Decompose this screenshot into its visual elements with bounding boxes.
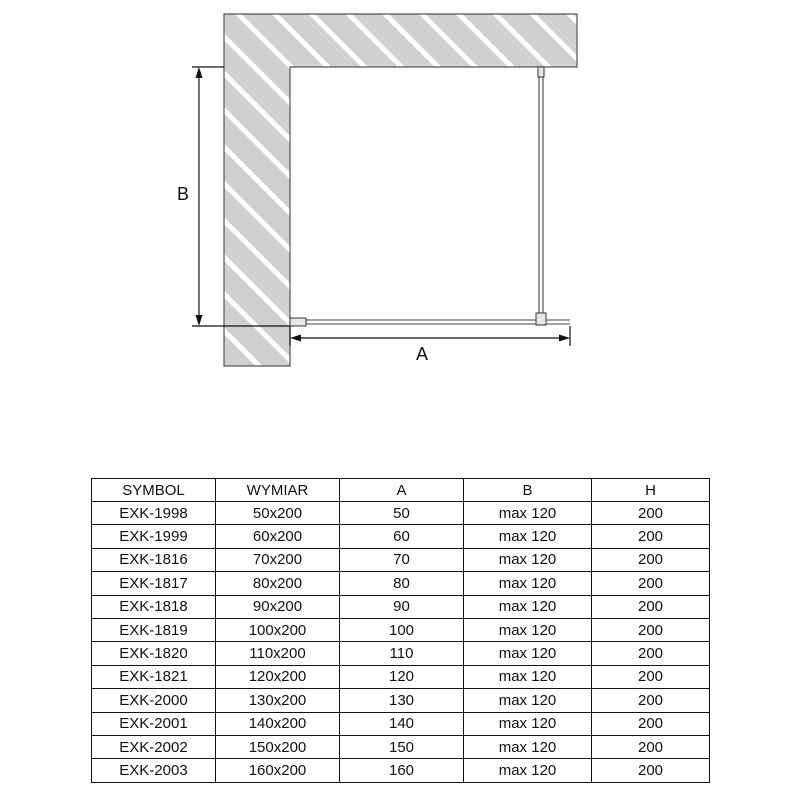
table-row bbox=[92, 595, 710, 618]
cell-b: max 120 bbox=[464, 759, 592, 782]
table-row bbox=[92, 525, 710, 548]
cell-h: 200 bbox=[592, 642, 710, 665]
table-row bbox=[92, 689, 710, 712]
glass-panel bbox=[290, 320, 570, 324]
dimension-b-label: B bbox=[177, 184, 190, 204]
cell-a: 90 bbox=[340, 595, 464, 618]
cell-wymiar: 50x200 bbox=[216, 502, 340, 525]
cell-h: 200 bbox=[592, 618, 710, 641]
cell-b: max 120 bbox=[464, 712, 592, 735]
cell-b: max 120 bbox=[464, 618, 592, 641]
cell-a: 150 bbox=[340, 735, 464, 758]
table-row bbox=[92, 502, 710, 525]
header-b: B bbox=[464, 479, 592, 502]
cell-b: max 120 bbox=[464, 548, 592, 571]
cell-symbol: EXK-1821 bbox=[92, 665, 216, 688]
support-bar bbox=[536, 67, 546, 325]
cell-b: max 120 bbox=[464, 665, 592, 688]
cell-b: max 120 bbox=[464, 595, 592, 618]
cell-symbol: EXK-2001 bbox=[92, 712, 216, 735]
cell-b: max 120 bbox=[464, 689, 592, 712]
cell-symbol: EXK-1999 bbox=[92, 525, 216, 548]
cell-wymiar: 160x200 bbox=[216, 759, 340, 782]
cell-h: 200 bbox=[592, 595, 710, 618]
cell-wymiar: 130x200 bbox=[216, 689, 340, 712]
header-symbol: SYMBOL bbox=[92, 479, 216, 502]
table-row bbox=[92, 548, 710, 571]
header-h: H bbox=[592, 479, 710, 502]
cell-symbol: EXK-1819 bbox=[92, 618, 216, 641]
cell-wymiar: 90x200 bbox=[216, 595, 340, 618]
table-row bbox=[92, 665, 710, 688]
cell-h: 200 bbox=[592, 712, 710, 735]
cell-b: max 120 bbox=[464, 735, 592, 758]
cell-h: 200 bbox=[592, 572, 710, 595]
header-wymiar: WYMIAR bbox=[216, 479, 340, 502]
cell-h: 200 bbox=[592, 689, 710, 712]
table-row bbox=[92, 712, 710, 735]
cell-h: 200 bbox=[592, 502, 710, 525]
cell-symbol: EXK-1816 bbox=[92, 548, 216, 571]
cell-symbol: EXK-2003 bbox=[92, 759, 216, 782]
cell-a: 160 bbox=[340, 759, 464, 782]
wall-profile bbox=[290, 318, 306, 326]
header-a: A bbox=[340, 479, 464, 502]
cell-symbol: EXK-1998 bbox=[92, 502, 216, 525]
cell-a: 100 bbox=[340, 618, 464, 641]
table-row bbox=[92, 642, 710, 665]
cell-symbol: EXK-2000 bbox=[92, 689, 216, 712]
cell-a: 60 bbox=[340, 525, 464, 548]
cell-symbol: EXK-2002 bbox=[92, 735, 216, 758]
cell-b: max 120 bbox=[464, 502, 592, 525]
table-row bbox=[92, 759, 710, 782]
cell-b: max 120 bbox=[464, 525, 592, 548]
cell-wymiar: 140x200 bbox=[216, 712, 340, 735]
cell-b: max 120 bbox=[464, 572, 592, 595]
table-row bbox=[92, 735, 710, 758]
cell-wymiar: 70x200 bbox=[216, 548, 340, 571]
table-row bbox=[92, 572, 710, 595]
cell-h: 200 bbox=[592, 665, 710, 688]
cell-wymiar: 60x200 bbox=[216, 525, 340, 548]
cell-h: 200 bbox=[592, 759, 710, 782]
cell-a: 50 bbox=[340, 502, 464, 525]
dimension-a bbox=[290, 326, 570, 346]
cell-wymiar: 120x200 bbox=[216, 665, 340, 688]
cell-wymiar: 100x200 bbox=[216, 618, 340, 641]
dimension-a-label: A bbox=[416, 344, 429, 364]
wall-hatched bbox=[224, 14, 577, 366]
cell-a: 110 bbox=[340, 642, 464, 665]
table-header-row bbox=[92, 479, 710, 502]
cell-wymiar: 110x200 bbox=[216, 642, 340, 665]
cell-a: 80 bbox=[340, 572, 464, 595]
cell-symbol: EXK-1818 bbox=[92, 595, 216, 618]
cell-symbol: EXK-1820 bbox=[92, 642, 216, 665]
spec-table bbox=[91, 478, 710, 783]
cell-wymiar: 80x200 bbox=[216, 572, 340, 595]
cell-h: 200 bbox=[592, 548, 710, 571]
cell-a: 130 bbox=[340, 689, 464, 712]
cell-symbol: EXK-1817 bbox=[92, 572, 216, 595]
cell-h: 200 bbox=[592, 735, 710, 758]
cell-b: max 120 bbox=[464, 642, 592, 665]
cell-a: 70 bbox=[340, 548, 464, 571]
table-row bbox=[92, 618, 710, 641]
cell-h: 200 bbox=[592, 525, 710, 548]
cell-a: 140 bbox=[340, 712, 464, 735]
cell-wymiar: 150x200 bbox=[216, 735, 340, 758]
cell-a: 120 bbox=[340, 665, 464, 688]
